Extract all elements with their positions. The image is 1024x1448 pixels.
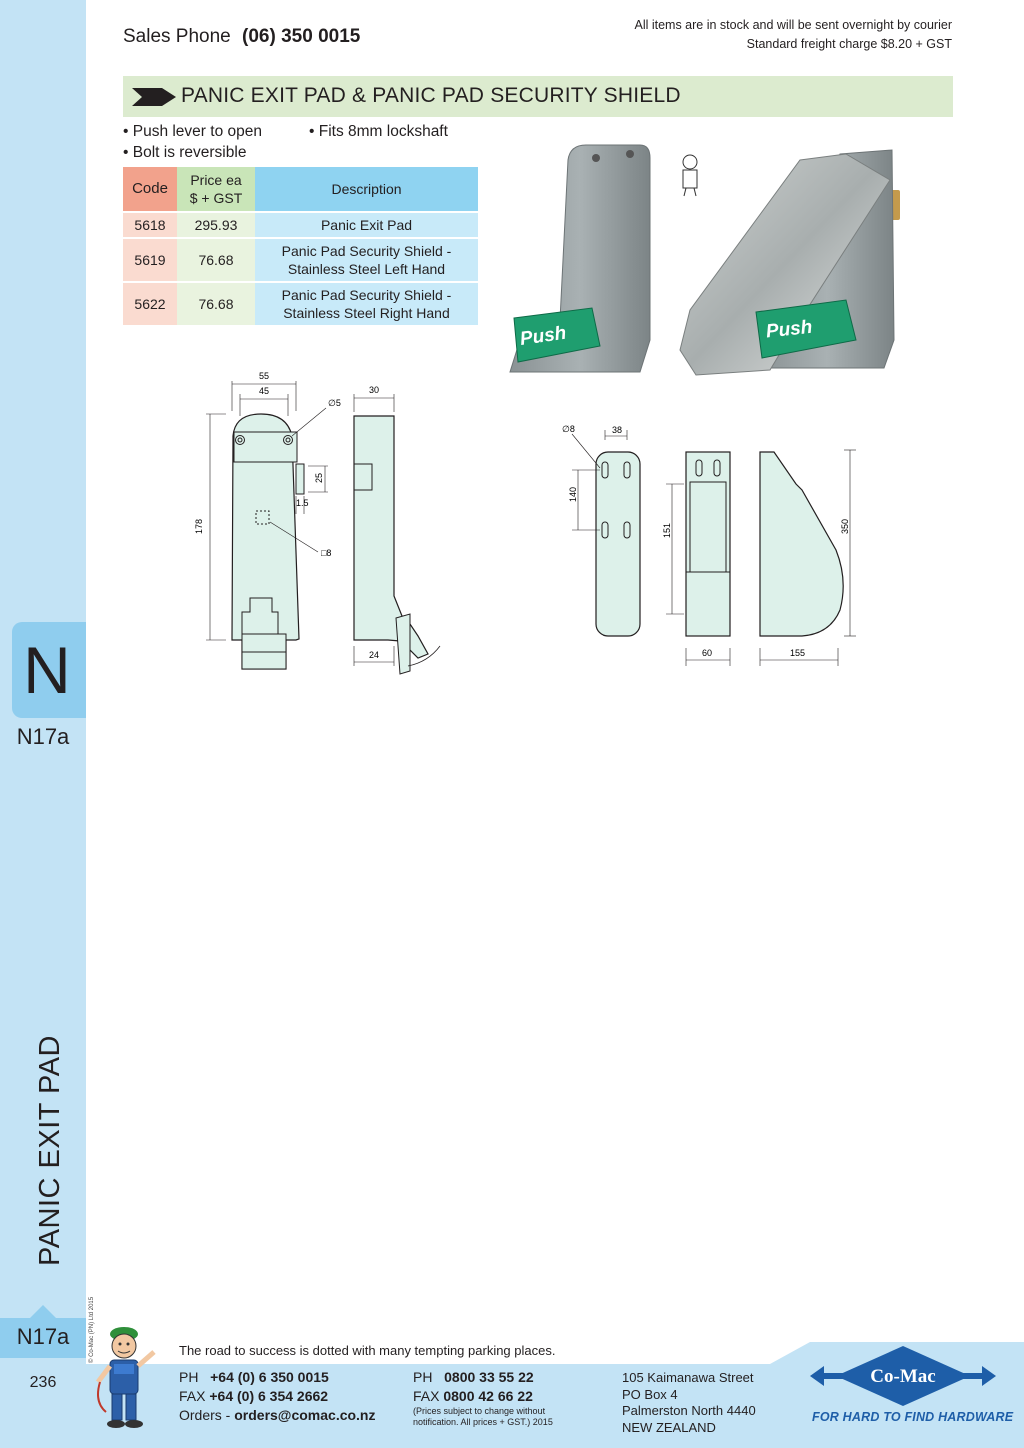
copyright-note: © Co-Mac (PN) Ltd 2015 — [89, 1296, 95, 1363]
cell-price: 295.93 — [177, 212, 255, 238]
col-header-price — [177, 167, 255, 212]
sales-phone-number[interactable]: (06) 350 0015 — [242, 26, 361, 47]
dim-140: 140 — [568, 486, 578, 502]
footer-orders-row — [179, 1406, 376, 1425]
dim-hole-5: ∅5 — [328, 398, 341, 408]
dim-55: 55 — [259, 371, 270, 381]
page-tab-arrow — [30, 1305, 56, 1318]
cell-description: Panic Exit Pad — [255, 212, 478, 238]
cell-description-line2: Stainless Steel Left Hand — [287, 261, 446, 277]
col-header-price-line1: Price ea — [190, 172, 242, 188]
dim-60: 60 — [702, 648, 713, 658]
dim-1-5: 1.5 — [296, 498, 309, 508]
orders-email-link[interactable]: orders@comac.co.nz — [234, 1407, 376, 1423]
dim-178: 178 — [194, 518, 204, 534]
vertical-section-title: PANIC EXIT PAD — [34, 1035, 66, 1266]
product-title-bar — [123, 76, 953, 117]
page-tab-code: N17a — [16, 1324, 70, 1349]
table-row — [123, 282, 478, 326]
col-header-description: Description — [255, 167, 478, 212]
table-header-row — [123, 167, 478, 212]
dim-155: 155 — [790, 648, 806, 658]
cell-description-line1: Panic Pad Security Shield - — [281, 287, 452, 303]
footer-phone-row — [179, 1368, 376, 1387]
dim-38: 38 — [612, 425, 623, 435]
freefax-label: FAX — [413, 1388, 440, 1404]
product-photo — [500, 140, 920, 380]
panic-exit-pad-photo — [510, 145, 650, 372]
col-header-price-line2: $ + GST — [189, 190, 243, 206]
footer-slogan: FOR HARD TO FIND HARDWARE — [812, 1410, 1014, 1424]
feature-bullet: • Fits 8mm lockshaft — [309, 123, 448, 140]
footer-contact-international — [179, 1368, 376, 1425]
logo-text: Co-Mac — [870, 1366, 936, 1387]
section-code: N17a — [16, 724, 70, 749]
panic-pad-shield-photo — [680, 150, 900, 375]
cell-description-line2: Stainless Steel Right Hand — [283, 305, 450, 321]
fax-label: FAX — [179, 1388, 206, 1404]
price-disclaimer-line1: (Prices subject to change without — [413, 1406, 546, 1416]
footer-fax-row — [179, 1387, 376, 1406]
arrow-icon — [132, 88, 176, 106]
push-label-left: Push — [518, 322, 568, 350]
orders-label: Orders - — [179, 1407, 231, 1423]
cell-price: 76.68 — [177, 238, 255, 282]
dim-square-8: □8 — [321, 548, 332, 558]
dim-24: 24 — [369, 650, 380, 660]
freephone-number[interactable]: 0800 33 55 22 — [444, 1369, 534, 1385]
dim-hole-8: ∅8 — [562, 424, 575, 434]
table-row — [123, 212, 478, 238]
security-shield-drawing — [560, 420, 870, 670]
footer-freephone-row — [413, 1368, 553, 1387]
fax-number: +64 (0) 6 354 2662 — [209, 1388, 329, 1404]
cell-price: 76.68 — [177, 282, 255, 326]
feature-bullet: • Push lever to open — [123, 123, 262, 140]
cell-code: 5622 — [123, 282, 177, 326]
freefax-number: 0800 42 66 22 — [443, 1388, 533, 1404]
table-row — [123, 238, 478, 282]
footer-contact-freephone — [413, 1368, 553, 1428]
dim-25: 25 — [314, 472, 324, 483]
freight-note: Standard freight charge $8.20 + GST — [746, 37, 952, 51]
phone-number[interactable]: +64 (0) 6 350 0015 — [210, 1369, 329, 1385]
sales-phone — [123, 26, 360, 48]
address-line: PO Box 4 — [622, 1386, 678, 1402]
dim-30: 30 — [369, 385, 380, 395]
dim-151: 151 — [662, 522, 672, 538]
freephone-label: PH — [413, 1369, 433, 1385]
address-line: NEW ZEALAND — [622, 1419, 716, 1435]
col-header-code: Code — [123, 167, 177, 212]
cell-description-line1: Panic Pad Security Shield - — [281, 243, 452, 259]
footer-tagline: The road to success is dotted with many tempting parking places. — [179, 1343, 556, 1358]
footer-address — [622, 1370, 756, 1436]
address-line: Palmerston North 4440 — [622, 1403, 756, 1418]
phone-label: PH — [179, 1369, 199, 1385]
price-table — [123, 167, 478, 327]
delivery-note — [634, 16, 952, 54]
push-label-right: Push — [764, 316, 814, 343]
cell-description — [255, 238, 478, 282]
comac-logo — [810, 1346, 996, 1406]
feature-bullet: • Bolt is reversible — [123, 144, 247, 161]
cell-code: 5618 — [123, 212, 177, 238]
cell-code: 5619 — [123, 238, 177, 282]
mascot-small-figure — [683, 155, 697, 196]
mascot-illustration — [92, 1322, 162, 1430]
stock-note: All items are in stock and will be sent overnight by courier — [634, 18, 952, 32]
product-title: PANIC EXIT PAD & PANIC PAD SECURITY SHIELD — [181, 84, 681, 107]
price-disclaimer-line2: notification. All prices + GST.) 2015 — [413, 1417, 553, 1427]
dim-45: 45 — [259, 386, 270, 396]
panic-exit-pad-drawing — [188, 366, 458, 676]
dim-350: 350 — [840, 518, 850, 534]
section-letter: N — [23, 633, 71, 707]
footer-freefax-row — [413, 1387, 553, 1406]
page-number: 236 — [29, 1374, 57, 1391]
address-line: 105 Kaimanawa Street — [622, 1370, 754, 1385]
cell-description — [255, 282, 478, 326]
sales-phone-label: Sales Phone — [123, 26, 231, 47]
